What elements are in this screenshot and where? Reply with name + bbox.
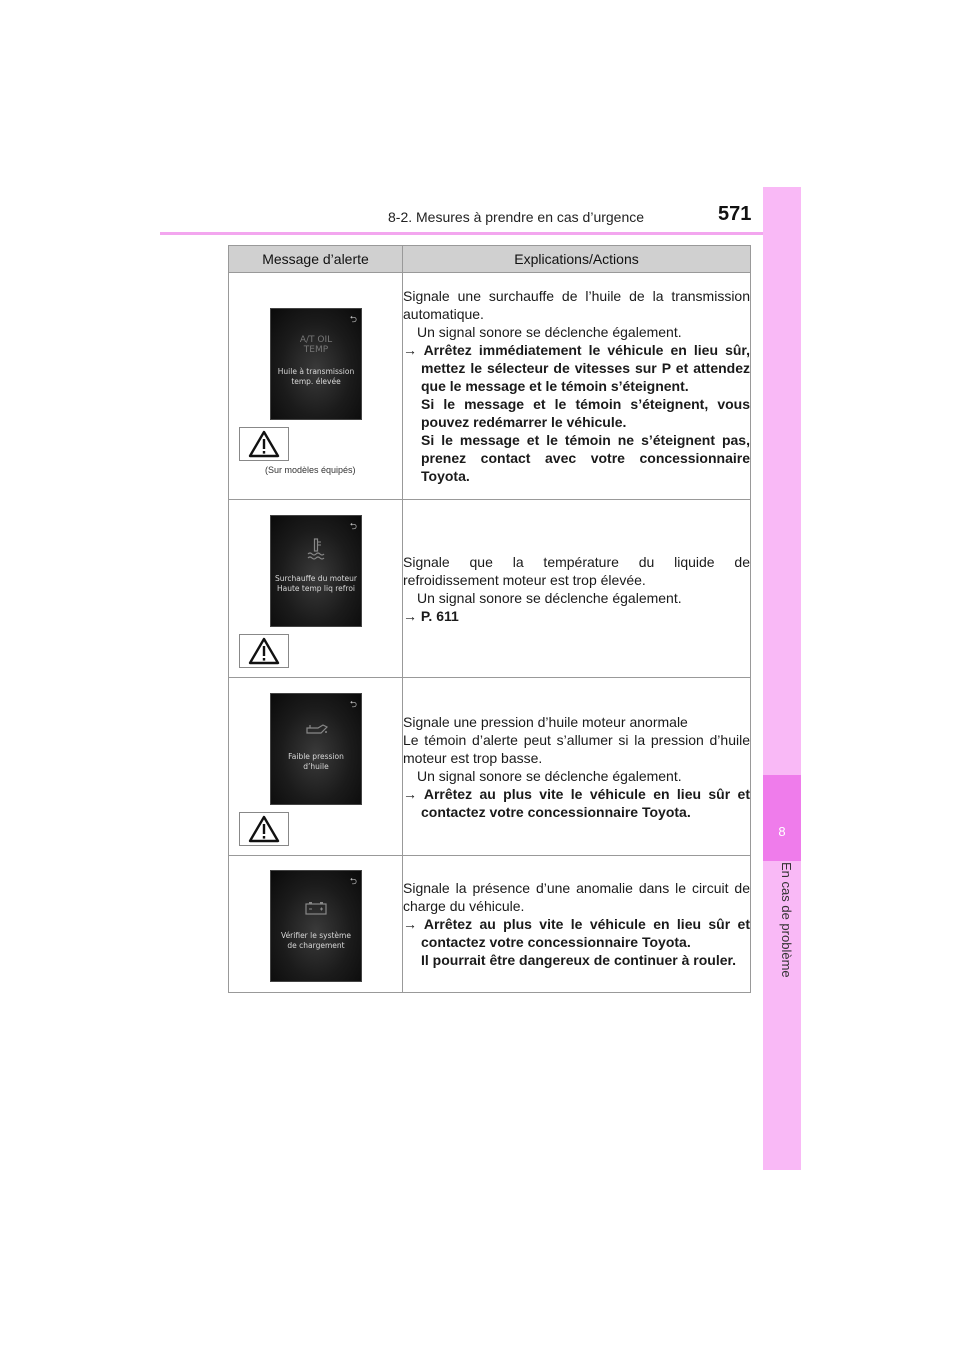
column-header-message: Message d’alerte xyxy=(229,246,403,273)
explanation-text: Signale que la température du liquide de refroidissement moteur est trop élevée. xyxy=(403,553,750,588)
return-icon: ⮌ xyxy=(349,522,357,532)
screen-line: A/T OIL xyxy=(299,335,333,345)
display-screen xyxy=(270,693,362,805)
battery-icon xyxy=(305,901,327,915)
screen-line: d’huile xyxy=(303,762,329,771)
action-text: → Arrêtez au plus vite le véhicule en lieu sûr et contactez votre concessionnaire Toyota. xyxy=(403,916,750,950)
master-warning-indicator xyxy=(239,427,289,461)
action-text: Si le message et le témoin s’éteignent, vous pouvez redémarrer le véhicule. xyxy=(421,396,750,430)
explanation-text: Signale la présence d’une anomalie dans le circuit de charge du véhicule. xyxy=(403,880,750,914)
action-text: Il pourrait être dangereux de continuer à rouler. xyxy=(421,952,737,968)
explanation-cell xyxy=(403,500,751,678)
screen-line: Huile à transmission xyxy=(277,367,355,376)
explanation-text: Signale une pression d’huile moteur anormale xyxy=(403,713,688,730)
arrow-icon: → xyxy=(403,342,417,358)
table-row xyxy=(229,678,751,856)
message-cell xyxy=(229,500,403,678)
table-row xyxy=(229,856,751,993)
buzzer-note: Un signal sonore se déclenche également. xyxy=(417,589,682,606)
coolant-temperature-icon xyxy=(306,538,326,560)
action-text: Si le message et le témoin ne s’éteignent pas, prenez contact avec votre concessionnaire Toyota. xyxy=(421,432,750,484)
display-screen xyxy=(270,515,362,627)
explanation-text: Le témoin d’alerte peut s’allumer si la pression d’huile moteur est trop basse. xyxy=(403,731,750,766)
warning-triangle-icon xyxy=(248,637,280,665)
table-header-row xyxy=(229,246,751,273)
master-warning-indicator xyxy=(239,634,289,668)
action-text: → Arrêtez immédiatement le véhicule en lieu sûr, mettez le sélecteur de vitesses sur P et attendez que le message et le témoin s’éteignent. xyxy=(403,342,750,394)
table-row xyxy=(229,500,751,678)
column-header-explanations: Explications/Actions xyxy=(403,246,751,273)
arrow-icon: → xyxy=(403,607,417,624)
oil-pressure-icon xyxy=(304,722,328,736)
warning-messages-table xyxy=(228,245,751,993)
message-cell xyxy=(229,273,403,500)
explanation-text: Signale une surchauffe de l’huile de la transmission automatique. xyxy=(403,288,750,322)
chapter-side-tab xyxy=(763,187,801,1170)
message-cell xyxy=(229,856,403,993)
explanation-cell xyxy=(403,856,751,993)
return-icon: ⮌ xyxy=(349,315,357,325)
display-screen xyxy=(270,308,362,420)
screen-line: temp. élevée xyxy=(291,377,341,386)
warning-triangle-icon xyxy=(248,430,280,458)
explanation-cell xyxy=(403,273,751,500)
chapter-number-box xyxy=(763,775,801,861)
screen-line: Surchauffe du moteur xyxy=(274,574,357,583)
warning-triangle-icon xyxy=(248,815,280,843)
message-cell xyxy=(229,678,403,856)
screen-line: Faible pression xyxy=(288,752,344,761)
screen-line: Haute temp liq refroi xyxy=(276,584,355,593)
section-title: 8-2. Mesures à prendre en cas d’urgence xyxy=(388,209,645,225)
chapter-number: 8 xyxy=(778,824,786,839)
header-rule xyxy=(160,232,800,235)
action-text: → Arrêtez au plus vite le véhicule en lieu sûr et contactez votre concessionnaire Toyota. xyxy=(403,785,750,820)
arrow-icon: → xyxy=(403,916,417,932)
return-icon: ⮌ xyxy=(349,877,357,887)
chapter-label: En cas de problème xyxy=(779,862,794,978)
buzzer-note: Un signal sonore se déclenche également. xyxy=(417,324,682,340)
arrow-icon: → xyxy=(403,785,417,802)
explanation-cell xyxy=(403,678,751,856)
display-screen xyxy=(270,870,362,982)
screen-line: Vérifier le système xyxy=(281,931,351,940)
return-icon: ⮌ xyxy=(349,700,357,710)
master-warning-indicator xyxy=(239,812,289,846)
equipped-models-note: (Sur modèles équipés) xyxy=(265,465,356,475)
screen-line: de chargement xyxy=(287,941,345,950)
screen-line: TEMP xyxy=(303,345,329,355)
page-number: 571 xyxy=(718,203,752,225)
table-row xyxy=(229,273,751,500)
page-reference: → P. 611 xyxy=(403,607,459,624)
buzzer-note: Un signal sonore se déclenche également. xyxy=(417,767,682,784)
